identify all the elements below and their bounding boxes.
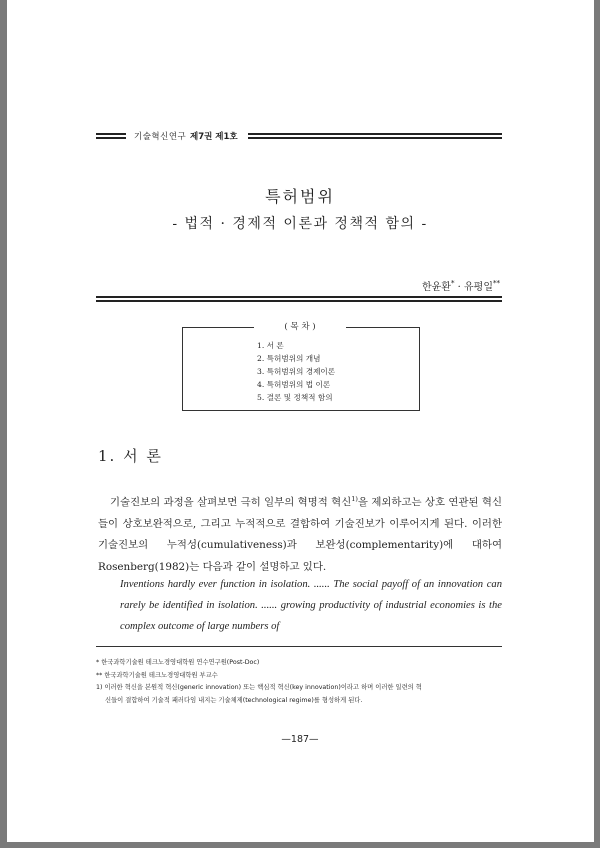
- header-rule-right: [248, 133, 502, 141]
- paper-title: 특허범위: [265, 187, 335, 206]
- body-paragraph: [98, 489, 502, 578]
- footnote-rule: [96, 646, 502, 647]
- journal-volume: 제7권 제1호: [190, 132, 238, 142]
- body-text-part: 을 제외하고는 상호 연관된 혁신들이 상호보완적으로, 그리고 누적적으로 결합하여 기술진보가 이루어지게 된다. 이러한 기술진보의 누적성(cumulativeness)과 보완성(complementarity)에 대하여 Rosenberg(1982)는 다음과 같이 설명하고 있다.: [98, 496, 502, 573]
- toc-item: 1. 서 론: [257, 341, 284, 350]
- left-page-border: [0, 0, 7, 848]
- toc-item: 4. 특허범위의 법 이론: [257, 380, 331, 389]
- footnotes: [96, 657, 506, 707]
- footnote-item: ** 한국과학기술원 테크노경영대학원 부교수: [96, 671, 218, 679]
- footnote-reference: 1): [351, 495, 358, 503]
- block-quote: Inventions hardly ever function in isolation. ...... The social payoff of an innovation can rarely be identified in isolation. ...... growing productivity of industrial economies is the complex outcome of large numbers of: [120, 579, 502, 632]
- journal-name: 기술혁신연구: [134, 132, 187, 142]
- toc-title: ( 목 차 ): [254, 320, 346, 332]
- toc-item: 2. 특허범위의 개념: [257, 354, 321, 363]
- toc-item: 5. 결론 및 정책적 함의: [257, 393, 333, 402]
- toc-item: 3. 특허범위의 경제이론: [257, 367, 336, 376]
- page-number: —187—: [281, 734, 319, 745]
- section-heading: 1. 서 론: [98, 447, 163, 465]
- author-name: 유평일: [464, 282, 493, 293]
- footnote-item: * 한국과학기술원 테크노경영대학원 연수연구원(Post-Doc): [96, 659, 260, 666]
- header-rule-left: [96, 133, 126, 141]
- author-name: 한윤환: [421, 282, 451, 293]
- author-separator: ·: [454, 282, 465, 293]
- toc-list: [257, 339, 335, 404]
- paper-subtitle: - 법적 · 경제적 이론과 정책적 함의 -: [172, 216, 428, 232]
- running-header: [96, 130, 502, 144]
- author-line: [380, 278, 500, 293]
- author-mark: *: [450, 279, 455, 288]
- bottom-page-border: [0, 842, 600, 848]
- author-mark: **: [493, 279, 500, 288]
- right-page-border: [594, 0, 600, 848]
- footnote-continuation: 신들이 결합하여 기술적 패러다임 내지는 기술체제(technological regime)를 형성하게 된다.: [105, 696, 363, 704]
- body-text-part: 기술진보의 과정을 살펴보면 극히 일부의 혁명적 혁신: [110, 496, 352, 509]
- author-rule: [96, 296, 502, 304]
- footnote-item: 1) 이러한 혁신을 본원적 혁신(generic innovation) 또는 핵심적 혁신(key innovation)이라고 하며 이러한 일련의 혁: [96, 684, 422, 691]
